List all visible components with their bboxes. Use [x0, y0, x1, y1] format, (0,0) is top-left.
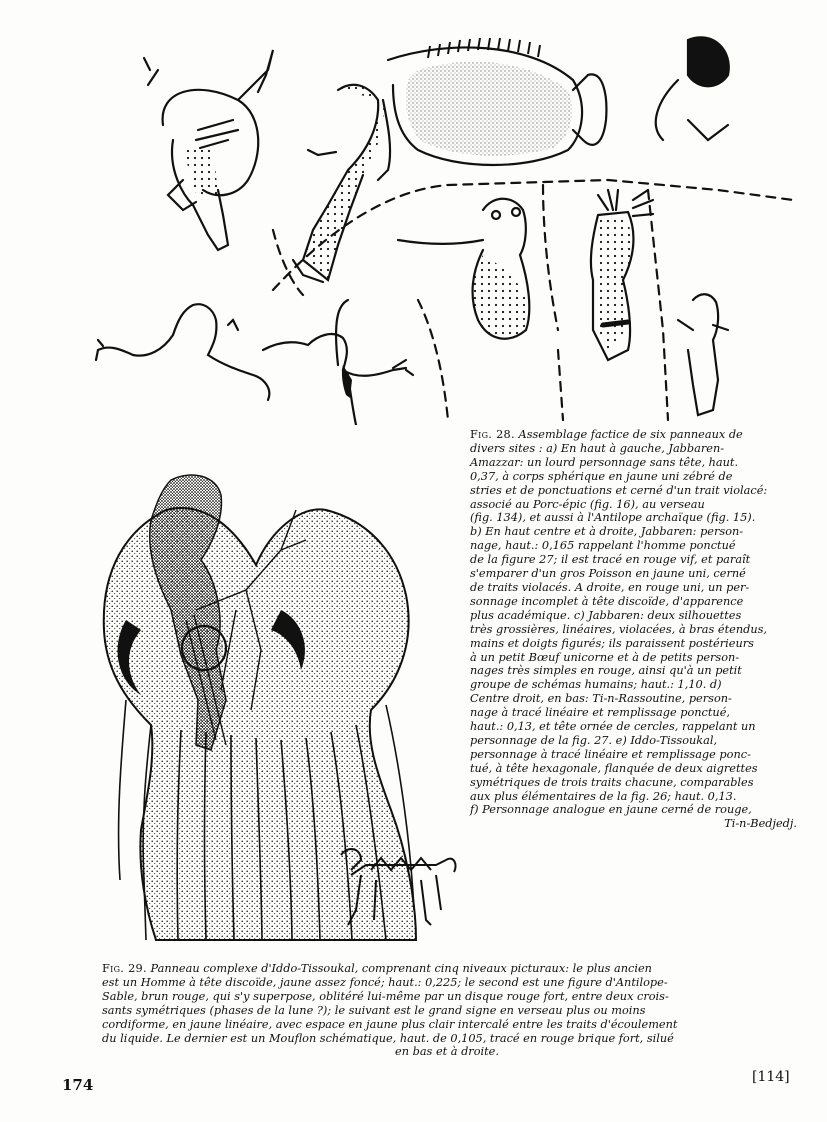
fig28-caption-line: f) Personnage analogue en jaune cerné de rouge, [470, 803, 752, 817]
fig28-rock-art-drawing [88, 30, 800, 425]
fig29-caption-line: Fig. 29. Panneau complexe d'Iddo-Tissoukal, comprenant cinq niveaux picturaux: le plus ancien [102, 962, 652, 975]
fig28-caption-line: personnage de la fig. 27. e) Iddo-Tissoukal, [470, 733, 718, 747]
fig28-caption-line: mains et doigts figurés; ils paraissent postérieurs [470, 636, 754, 650]
fig28-caption-line: nage, haut.: 0,165 rappelant l'homme ponctué [470, 539, 736, 553]
fig28-caption-line: symétriques de trois traits chacune, comparables [470, 775, 754, 789]
fig28-caption-line: Fig. 28. Assemblage factice de six panneaux de [470, 428, 743, 441]
fig28-caption-line: tué, à tête hexagonale, flanquée de deux aigrettes [470, 761, 758, 775]
fig28-caption-line: aux plus élémentaires de la fig. 26; haut. 0,13. [470, 789, 737, 803]
fig28-caption-line: nages très simples en rouge, ainsi qu'à un petit [470, 664, 742, 678]
fig28-caption-line: très grossières, linéaires, violacées, à bras étendus, [470, 622, 767, 636]
fig28-caption-line: Amazzar: un lourd personnage sans tête, haut. [470, 455, 739, 469]
fig28-caption-line: sonnage incomplet à tête discoïde, d'apparence [470, 594, 744, 608]
fig28-caption-line: (fig. 134), et aussi à l'Antilope archaïque (fig. 15). [470, 511, 756, 525]
fig29-caption-line: sants symétriques (phases de la lune ?); le suivant est le grand signe en verseau plus ou moins [102, 1003, 646, 1017]
fig29-label: Fig. 29. [102, 962, 147, 975]
fig29-caption-last-line: en bas et à droite. [395, 1045, 499, 1059]
fig29-caption-line: cordiforme, en jaune linéaire, avec espace en jaune plus clair intercalé entre les traits d'écoulement [102, 1017, 678, 1031]
fig28-caption-line: haut.: 0,13, et tête ornée de cercles, rappelant un [470, 720, 756, 734]
fig28-label: Fig. 28. [470, 428, 515, 441]
fig28-caption-line: s'emparer d'un gros Poisson en jaune uni, cerné [470, 567, 746, 581]
fig28-caption-line: personnage à tracé linéaire et remplissage ponc- [470, 747, 751, 761]
page-number: 174 [62, 1076, 94, 1094]
fig29-rock-art-drawing [86, 470, 468, 945]
fig29-caption [102, 962, 792, 1059]
plate-number: [114] [752, 1069, 790, 1085]
fig29-caption-line: Sable, brun rouge, qui s'y superpose, oblitéré lui-même par un disque rouge fort, entre deux crois- [102, 989, 669, 1003]
fig28-caption-line: nage à tracé linéaire et remplissage ponctué, [470, 706, 730, 720]
fig28-caption-line: groupe de schémas humains; haut.: 1,10. d) [470, 678, 722, 692]
fig28-caption-line: de la figure 27; il est tracé en rouge vif, et paraît [470, 553, 751, 567]
fig28-caption-line: Centre droit, en bas: Ti-n-Rassoutine, person- [470, 692, 732, 706]
fig28-caption-line: stries et de ponctuations et cerné d'un trait violacé: [470, 483, 768, 497]
fig28-caption-line: plus académique. c) Jabbaren: deux silhouettes [470, 608, 742, 622]
fig28-caption [470, 428, 797, 831]
fig28-caption-last-line: Ti-n-Bedjedj. [724, 817, 797, 831]
fig28-caption-line: de traits violacés. A droite, en rouge uni, un per- [470, 580, 750, 594]
fig28-caption-line: 0,37, à corps sphérique en jaune uni zébré de [470, 469, 733, 483]
fig29-caption-line: est un Homme à tête discoïde, jaune assez foncé; haut.: 0,225; le second est une figure d'Antilope- [102, 975, 668, 989]
fig29-caption-line: du liquide. Le dernier est un Mouflon schématique, haut. de 0,105, tracé en rouge brique fort, silué [102, 1031, 674, 1045]
fig28-caption-line: à un petit Bœuf unicorne et à de petits person- [470, 650, 740, 664]
fig28-caption-line: b) En haut centre et à droite, Jabbaren: person- [470, 525, 744, 539]
fig28-caption-line: associé au Porc-épic (fig. 16), au verseau [470, 497, 705, 511]
fig28-caption-line: divers sites : a) En haut à gauche, Jabbaren- [470, 441, 725, 455]
